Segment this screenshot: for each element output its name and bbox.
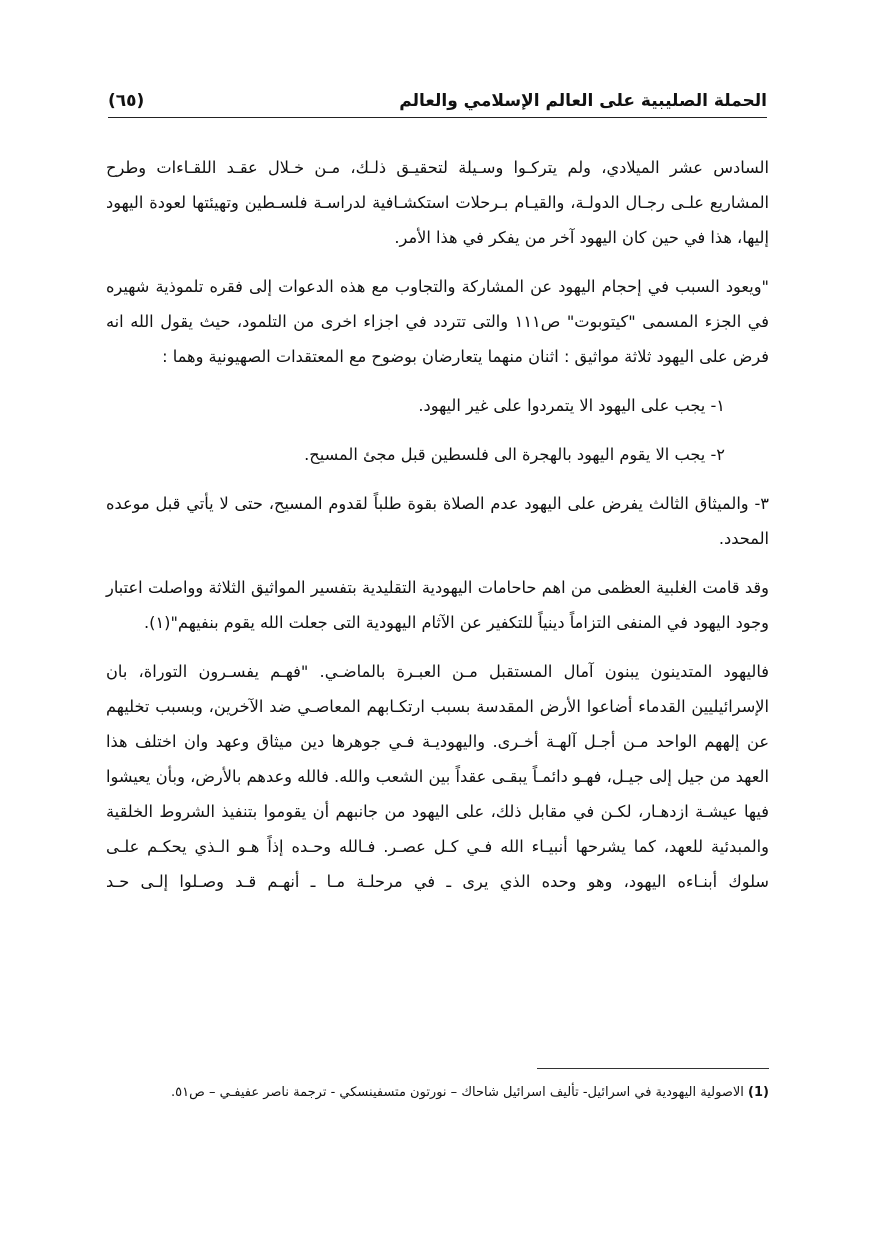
footnote-divider [537,1068,769,1069]
paragraph-2: "ويعود السبب في إحجام اليهود عن المشاركة والتجاوب مع هذه الدعوات إلى فقره تلموذية شهيره في الجزء المسمى "كيتوبوت" ص١١١ والتى تتردد في اجزاء اخرى من التلمود، حيث يقول الله انه فرض على اليهود ثلاثة مواثيق : اثنان منهما يتعارضان بوضوح مع المعتقدات الصهيونية وهما : [106,277,769,366]
paragraph-3: وقد قامت الغلبية العظمى من اهم حاحامات اليهودية التقليدية بتفسير المواثيق الثلاثة وواصلت اعتبار وجود اليهود في المنفى التزاماً دينياً للتكفير عن الآثام اليهودية التى جعلت الله يقوم بنفيهم"(١). [106,578,769,632]
footnote-marker: (1) [748,1085,769,1100]
paragraph-1: السادس عشر الميلادي، ولم يتركـوا وسـيلة لتحقيـق ذلـك، مـن خـلال عقـد اللقـاءات وطرح المشاريع علـى رجـال الدولـة، والقيـام بـرحلات استكشـافية لدراسـة فلسـطين وتهيئتها لعودة اليهود إليها، هذا في حين كان اليهود آخر من يفكر في هذا الأمر. [106,158,769,247]
paragraph-4: فاليهود المتدينون يبنون آمال المستقبل مـن العبـرة بالماضـي. "فهـم يفسـرون التوراة، بان الإسرائيليين القدماء أضاعوا الأرض المقدسة بسبب ارتكـابهم المعاصـي ضد الآخرين، وبسبب تخليهم عن إلههم الواحد مـن أجـل آلهـة أخـرى. واليهوديـة فـي جوهرها دين ميثاق وعهد وان اختلف هذا العهد من جيل إلى جيـل، فهـو دائمـاً يبقـى عقداً بين الشعب والله. فالله وعدهم بالأرض، وبأن يعيشوا فيها عيشـة ازدهـار، لكـن في مقابل ذلك، على اليهود من جانبهم أن يقوموا بتنفيذ الشروط الخلقية والمبدئية للعهد، كما يشرحها أنبيـاء الله فـي كـل عصـر. فـالله وحـده إذاً هـو الـذي يحكـم علـى سلوك أبنـاءه اليهود، وهو وحده الذي يرى ـ في مرحلـة مـا ـ أنهـم قـد وصـلوا إلـى حـد [106,662,769,891]
page-number: (٦٥) [108,91,145,111]
footnote [106,1078,769,1108]
running-header [108,86,767,118]
list-item-1: ١- يجب على اليهود الا يتمردوا على غير اليهود. [418,396,725,415]
body-text [106,150,769,913]
list-item-3: ٣- والميثاق الثالث يفرض على اليهود عدم الصلاة بقوة طلباً لقدوم المسيح، حتى لا يأتي قبل موعده المحدد. [106,494,769,548]
header-title: الحملة الصليبية على العالم الإسلامي والعالم [399,91,767,111]
footnote-text: الاصولية اليهودية في اسرائيل- تأليف اسرائيل شاحاك – نورتون متسفينسكي - ترجمة ناصر عفيفـي – ص٥١. [171,1085,744,1100]
list-item-2: ٢- يجب الا يقوم اليهود بالهجرة الى فلسطين قبل مجئ المسيح. [304,445,725,464]
